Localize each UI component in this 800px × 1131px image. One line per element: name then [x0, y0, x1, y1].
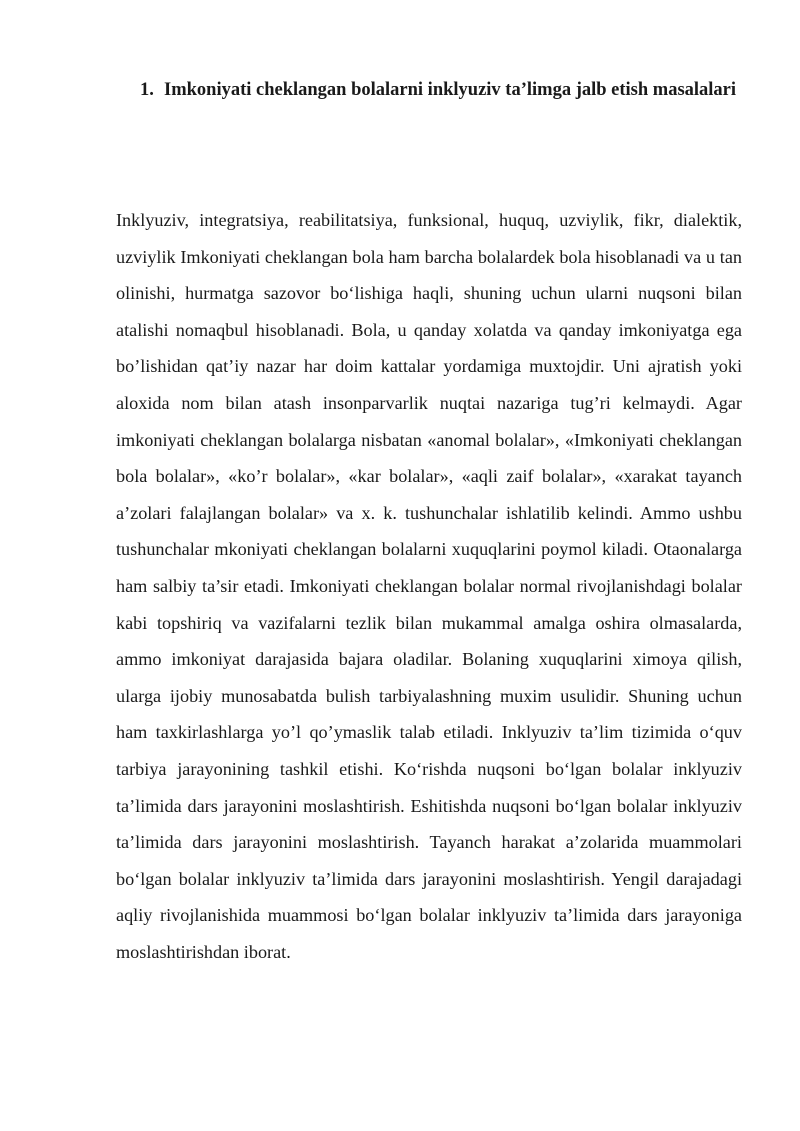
heading-number: 1. [140, 80, 154, 100]
heading-title: Imkoniyati cheklangan bolalarni inklyuziv ta’limga jalb etish masalalari [164, 80, 737, 100]
body-paragraph: Inklyuziv, integratsiya, reabilitatsiya, funksional, huquq, uzviylik, fikr, dialektik, uzviylik Imkoniyati cheklangan bola ham barcha bolalardek bola hisoblanadi va u tan olinishi, hurmatga sazovor bo‘lishiga haqli, shuning uchun ularni nuqsoni bilan atalishi nomaqbul hisoblanadi. Bola, u qanday xolatda va qanday imkoniyatga ega bo’lishidan qat’iy nazar har doim kattalar yordamiga muxtojdir. Uni ajratish yoki aloxida nom bilan atash insonparvarlik nuqtai nazariga tug’ri kelmaydi. Agar imkoniyati cheklangan bolalarga nisbatan «anomal bolalar», «Imkoniyati cheklangan bola bolalar», «ko’r bolalar», «kar bolalar», «aqli zaif bolalar», «xarakat tayanch a’zolari falajlangan bolalar» va x. k. tushunchalar ishlatilib kelindi. Ammo ushbu tushunchalar mkoniyati cheklangan bolalarni xuquqlarini poymol kiladi. Otaonalarga ham salbiy ta’sir etadi. Imkoniyati cheklangan bolalar normal rivojlanishdagi bolalar kabi topshiriq va vazifalarni tezlik bilan mukammal amalga oshira olmasalarda, ammo imkoniyat darajasida bajara oladilar. Bolaning xuquqlarini ximoya qilish, ularga ijobiy munosabatda bulish tarbiyalashning muxim usulidir. Shuning uchun ham taxkirlashlarga yo’l qo’ymaslik talab etiladi. Inklyuziv ta’lim tizimida o‘quv tarbiya jarayonining tashkil etishi. Ko‘rishda nuqsoni bo‘lgan bolalar inklyuziv ta’limida dars jarayonini moslashtirish. Eshitishda nuqsoni bo‘lgan bolalar inklyuziv ta’limida dars jarayonini moslashtirish. Tayanch harakat a’zolarida muammolari bo‘lgan bolalar inklyuziv ta’limida dars jarayonini moslashtirish. Yengil darajadagi aqliy rivojlanishida muammosi bo‘lgan bolalar inklyuziv ta’limida dars jarayoniga moslashtirishdan iborat. [116, 210, 742, 962]
section-heading [140, 72, 743, 108]
